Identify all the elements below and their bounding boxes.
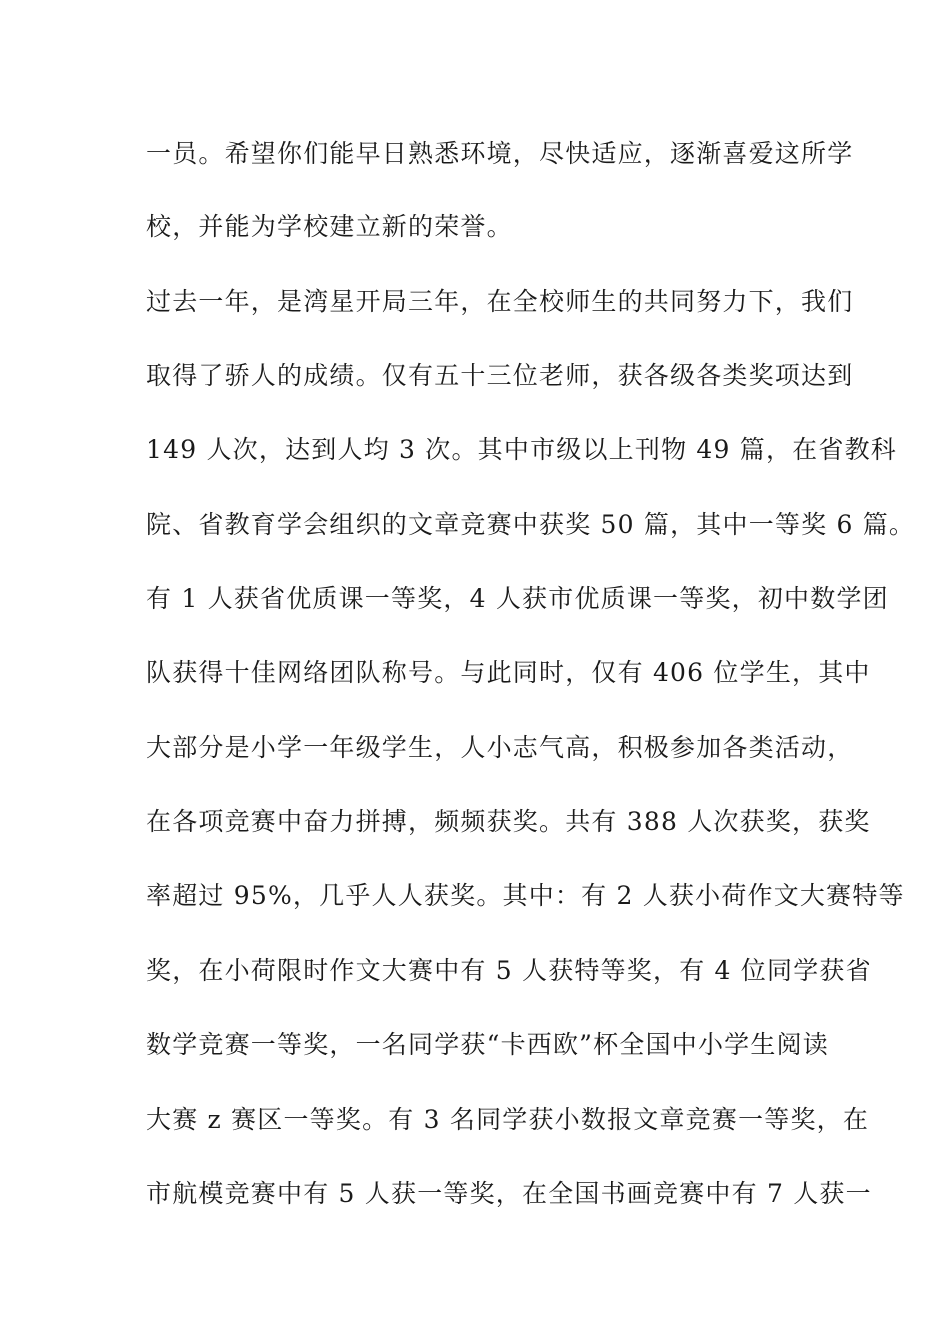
text-line: 校，并能为学校建立新的荣誉。 bbox=[146, 212, 513, 241]
text-line: 在各项竞赛中奋力拼搏，频频获奖。共有 388 人次获奖，获奖 bbox=[146, 807, 871, 836]
text-line: 奖，在小荷限时作文大赛中有 5 人获特等奖，有 4 位同学获省 bbox=[146, 956, 872, 985]
text-line: 大部分是小学一年级学生，人小志气高，积极参加各类活动， bbox=[146, 733, 854, 762]
text-line: 队获得十佳网络团队称号。与此同时，仅有 406 位学生，其中 bbox=[146, 658, 871, 687]
text-line: 有 1 人获省优质课一等奖，4 人获市优质课一等奖，初中数学团 bbox=[146, 584, 889, 613]
text-line: 率超过 95%，几乎人人获奖。其中：有 2 人获小荷作文大赛特等 bbox=[146, 881, 905, 910]
text-line: 大赛 z 赛区一等奖。有 3 名同学获小数报文章竞赛一等奖，在 bbox=[146, 1105, 870, 1134]
text-line: 市航模竞赛中有 5 人获一等奖，在全国书画竞赛中有 7 人获一 bbox=[146, 1179, 872, 1208]
text-line: 149 人次，达到人均 3 次。其中市级以上刊物 49 篇，在省教科 bbox=[146, 435, 897, 464]
text-line: 过去一年，是湾星开局三年，在全校师生的共同努力下，我们 bbox=[146, 287, 854, 316]
text-line: 数学竞赛一等奖，一名同学获“卡西欧”杯全国中小学生阅读 bbox=[146, 1030, 829, 1059]
text-line: 院、省教育学会组织的文章竞赛中获奖 50 篇，其中一等奖 6 篇。 bbox=[146, 510, 916, 539]
text-line: 取得了骄人的成绩。仅有五十三位老师，获各级各类奖项达到 bbox=[146, 361, 854, 390]
text-line: 一员。希望你们能早日熟悉环境，尽快适应，逐渐喜爱这所学 bbox=[146, 139, 854, 168]
